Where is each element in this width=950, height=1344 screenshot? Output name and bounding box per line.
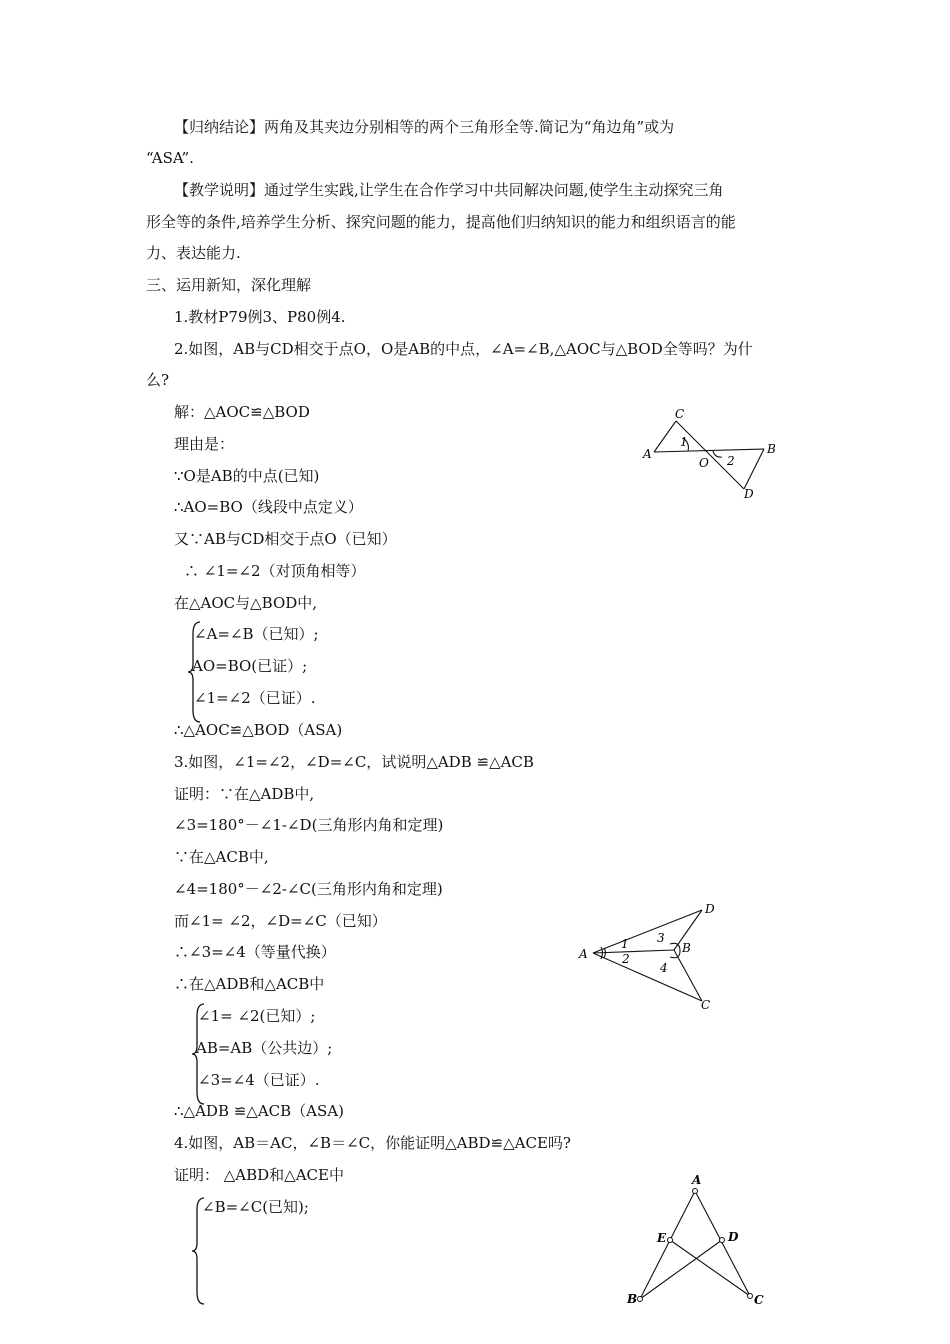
section-heading: 三、运用新知，深化理解: [146, 276, 312, 294]
teaching-note-line: 力、表达能力.: [146, 244, 241, 262]
proof-line: ∠4=180°－∠2-∠C(三角形内角和定理): [174, 880, 443, 898]
label-C: C: [675, 407, 685, 421]
summary-line: “ASA”.: [146, 149, 194, 167]
proof-line: 解：△AOC≌△BOD: [174, 403, 310, 421]
proof-line: ∵在△ACB中,: [174, 848, 269, 866]
brace-condition: AB=AB（公共边）;: [196, 1039, 333, 1057]
brace-condition: ∠1= ∠2(已知）;: [198, 1007, 316, 1025]
problem-2-question: 2.如图，AB与CD相交于点O，O是AB的中点，∠A=∠B,△AOC与△BOD全等吗？为什: [174, 340, 753, 358]
proof-line: ∠3=180°－∠1-∠D(三角形内角和定理): [174, 816, 444, 834]
label-A: A: [692, 1173, 702, 1187]
geometry-figure-2: [640, 402, 790, 504]
proof-line: 而∠1= ∠2，∠D=∠C（已知）: [174, 912, 387, 930]
label-B: B: [627, 1292, 638, 1306]
problem-4-question: 4.如图，AB＝AC，∠B＝∠C，你能证明△ABD≌△ACE吗?: [174, 1134, 571, 1152]
label-angle-4: 4: [660, 961, 668, 975]
label-C: C: [701, 998, 711, 1012]
label-E: E: [657, 1231, 667, 1245]
brace-condition: ∠1=∠2（已证）.: [194, 689, 316, 707]
label-D: D: [728, 1230, 739, 1244]
proof-line: ∴ ∠1=∠2（对顶角相等）: [184, 562, 366, 580]
teaching-note-line: 【教学说明】通过学生实践,让学生在合作学习中共同解决问题,使学生主动探究三角: [174, 181, 724, 199]
proof-line: ∴在△ADB和△ACB中: [174, 975, 325, 993]
label-B: B: [767, 442, 776, 456]
label-B: B: [682, 941, 691, 955]
label-angle-1: 1: [680, 435, 688, 449]
label-angle-1: 1: [621, 937, 629, 951]
proof-conclusion: ∴△ADB ≌△ACB（ASA): [174, 1102, 344, 1120]
geometry-figure-3: [574, 897, 724, 1015]
label-D: D: [744, 487, 754, 501]
geometry-figure-4: [624, 1172, 774, 1308]
label-O: O: [699, 456, 709, 470]
label-A: A: [643, 447, 652, 461]
label-D: D: [705, 902, 715, 916]
proof-line: 理由是：: [174, 435, 235, 453]
exercise-item: 1.教材P79例3、P80例4.: [174, 308, 346, 326]
label-angle-2: 2: [622, 952, 630, 966]
proof-line: 在△AOC与△BOD中,: [174, 594, 318, 612]
label-C: C: [754, 1293, 764, 1307]
proof-line: ∴∠3=∠4（等量代换）: [174, 943, 336, 961]
label-A: A: [579, 947, 588, 961]
proof-line: 证明： △ABD和△ACE中: [174, 1166, 344, 1184]
proof-line: ∴AO=BO（线段中点定义）: [174, 498, 363, 516]
brace-condition: AO=BO(已证）;: [192, 657, 308, 675]
summary-line: 【归纳结论】两角及其夹边分别相等的两个三角形全等.简记为“角边角”或为: [174, 118, 675, 136]
proof-line: 证明：∵在△ADB中,: [174, 785, 315, 803]
label-angle-3: 3: [657, 931, 665, 945]
teaching-note-line: 形全等的条件,培养学生分析、探究问题的能力，提高他们归纳知识的能力和组织语言的能: [146, 213, 736, 231]
problem-2-question: 么?: [146, 371, 170, 389]
brace-condition: ∠3=∠4（已证）.: [198, 1071, 320, 1089]
brace-condition: ∠A=∠B（已知）;: [194, 625, 319, 643]
proof-conclusion: ∴△AOC≌△BOD（ASA): [174, 721, 343, 739]
label-angle-2: 2: [727, 454, 735, 468]
problem-3-question: 3.如图，∠1=∠2，∠D=∠C，试说明△ADB ≌△ACB: [174, 753, 534, 771]
proof-line: 又∵AB与CD相交于点O（已知）: [174, 530, 397, 548]
proof-line: ∵O是AB的中点(已知): [174, 467, 320, 485]
brace-condition: ∠B=∠C(已知);: [202, 1198, 309, 1216]
